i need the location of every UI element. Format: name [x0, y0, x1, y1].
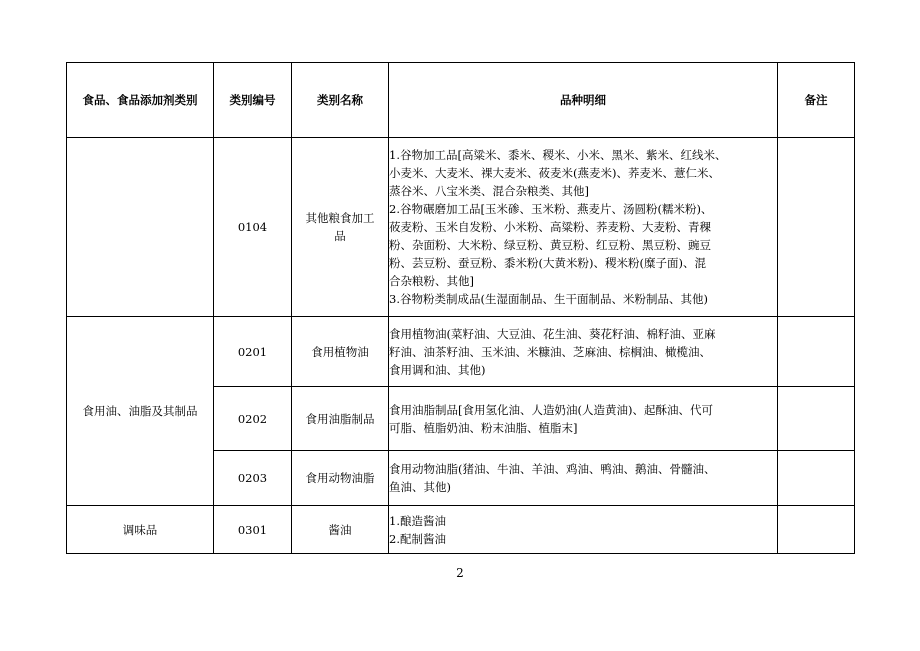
detail-line: 食用油脂制品[食用氢化油、人造奶油(人造黄油)、起酥油、代可: [389, 402, 713, 417]
detail-line: 莜麦粉、玉米自发粉、小米粉、高粱粉、荞麦粉、大麦粉、青稞: [389, 220, 711, 234]
note-cell: [778, 451, 855, 506]
detail-line: 小麦米、大麦米、裸大麦米、莜麦米(燕麦米)、荞麦米、薏仁米、: [389, 166, 720, 180]
name-line: 品: [334, 229, 346, 243]
detail-line: 食用动物油脂(猪油、牛油、羊油、鸡油、鸭油、鹅油、骨髓油、: [389, 462, 716, 476]
header-name: 类别名称: [292, 63, 389, 138]
header-note: 备注: [778, 63, 855, 138]
detail-line: 籽油、油茶籽油、玉米油、米糠油、芝麻油、棕榈油、橄榄油、: [389, 344, 711, 359]
detail-line: 鱼油、其他): [389, 480, 451, 494]
code-cell: 0301: [214, 506, 292, 554]
code-cell: 0202: [214, 387, 292, 451]
detail-line: 2.谷物碾磨加工品[玉米碜、玉米粉、燕麦片、汤圆粉(糯米粉)、: [389, 202, 713, 216]
page-number: 2: [456, 566, 464, 580]
category-cell: 食用油、油脂及其制品: [67, 317, 214, 506]
category-table: [66, 62, 855, 554]
code-cell: 0203: [214, 451, 292, 506]
name-line: 其他粮食加工: [305, 211, 375, 225]
detail-line: 蒸谷米、八宝米类、混合杂粮类、其他]: [389, 184, 589, 198]
note-cell: [778, 387, 855, 451]
detail-line: 食用植物油(菜籽油、大豆油、花生油、葵花籽油、棉籽油、亚麻: [389, 326, 716, 341]
detail-cell: [389, 138, 778, 317]
name-cell: [292, 506, 389, 554]
detail-line: 2.配制酱油: [389, 531, 446, 546]
detail-line: 可脂、植脂奶油、粉末油脂、植脂末]: [389, 420, 578, 435]
detail-line: 食用调和油、其他): [389, 362, 486, 377]
code-cell: 0104: [214, 138, 292, 317]
code-cell: 0201: [214, 317, 292, 387]
category-cell: [67, 138, 214, 317]
table-row: [67, 138, 855, 317]
table-row: [67, 317, 855, 387]
name-line: 食用油脂制品: [305, 411, 375, 426]
detail-cell: [389, 317, 778, 387]
detail-cell: [389, 506, 778, 554]
detail-line: 合杂粮粉、其他]: [389, 274, 474, 288]
header-row: [67, 63, 855, 138]
note-cell: [778, 138, 855, 317]
name-cell: [292, 387, 389, 451]
detail-line: 粉、芸豆粉、蚕豆粉、黍米粉(大黄米粉)、稷米粉(糜子面)、混: [389, 256, 706, 270]
detail-line: 3.谷物粉类制成品(生湿面制品、生干面制品、米粉制品、其他): [389, 292, 708, 306]
category-cell: 调味品: [67, 506, 214, 554]
header-detail: 品种明细: [389, 63, 778, 138]
name-line: 食用植物油: [311, 344, 369, 359]
table-row: [67, 506, 855, 554]
name-cell: [292, 317, 389, 387]
header-category: 食品、食品添加剂类别: [67, 63, 214, 138]
name-line: 食用动物油脂: [305, 471, 375, 485]
detail-line: 粉、杂面粉、大米粉、绿豆粉、黄豆粉、红豆粉、黑豆粉、豌豆: [389, 238, 711, 252]
name-cell: [292, 451, 389, 506]
header-code: 类别编号: [214, 63, 292, 138]
detail-line: 1.谷物加工品[高粱米、黍米、稷米、小米、黑米、紫米、红线米、: [389, 148, 727, 162]
detail-line: 1.酿造酱油: [389, 513, 446, 528]
note-cell: [778, 317, 855, 387]
name-line: 酱油: [328, 522, 352, 537]
detail-cell: [389, 451, 778, 506]
name-cell: [292, 138, 389, 317]
detail-cell: [389, 387, 778, 451]
note-cell: [778, 506, 855, 554]
